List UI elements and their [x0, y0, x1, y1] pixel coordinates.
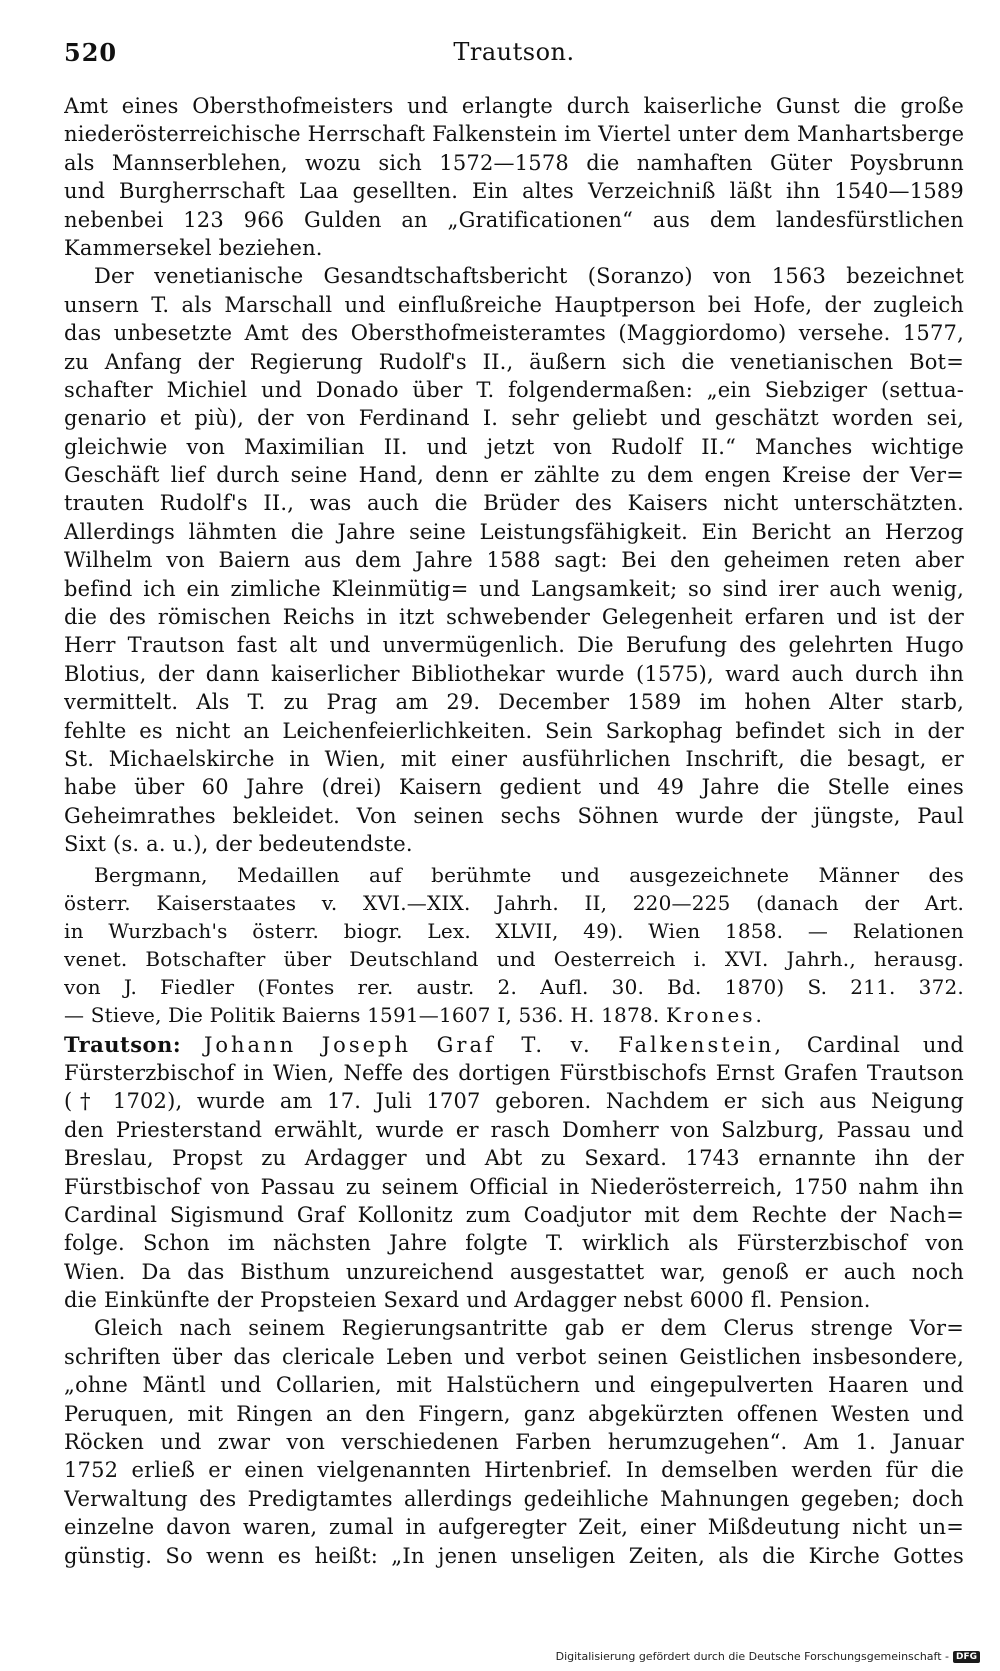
page-body — [64, 92, 964, 1570]
paragraph-2 — [64, 262, 964, 858]
text-line: vermittelt. Als T. zu Prag am 29. December 1589 im hohen Alter starb, — [64, 690, 964, 715]
text-line: Breslau, Propst zu Ardagger und Abt zu Sexard. 1743 ernannte ihn der — [64, 1146, 964, 1171]
text-line: Amt eines Obersthofmeisters und erlangte durch kaiserliche Gunst die große — [64, 94, 964, 118]
text-line: die Einkünfte der Propsteien Sexard und Ardagger nebst 6000 fl. Pension. — [64, 1288, 871, 1313]
literature-block — [64, 861, 964, 1029]
entry-trautson-johann-joseph — [64, 1031, 964, 1315]
entry-first-line-rest: Cardinal und — [806, 1032, 964, 1057]
text-line: einzelne davon waren, zumal in aufgeregter Zeit, einer Mißdeutung nicht un= — [64, 1515, 964, 1540]
text-line: Allerdings lähmten die Jahre seine Leistungsfähigkeit. Ein Bericht an Herzog — [64, 519, 964, 544]
text-line: gleichwie von Maximilian II. und jetzt von Rudolf II.“ Manches wichtige — [64, 434, 964, 459]
text-line: († 1702), wurde am 17. Juli 1707 geboren. Nachdem er sich aus Neigung — [64, 1089, 964, 1114]
text-line: Herr Trautson fast alt und unvermügenlich. Die Berufung des gelehrten Hugo — [64, 633, 964, 658]
text-line: Blotius, der dann kaiserlicher Bibliothekar wurde (1575), ward auch durch ihn — [64, 661, 964, 686]
text-line: Kammersekel beziehen. — [64, 235, 323, 260]
text-line: als Mannserblehen, wozu sich 1572—1578 die namhaften Güter Poysbrunn — [64, 150, 964, 175]
text-line: Cardinal Sigismund Graf Kollonitz zum Coadjutor mit dem Rechte der Nach= — [64, 1202, 964, 1227]
text-line: Gleich nach seinem Regierungsantritte gab er dem Clerus strenge Vor= — [94, 1316, 964, 1341]
text-line: folge. Schon im nächsten Jahre folgte T. wirklich als Fürsterzbischof von — [64, 1231, 964, 1256]
author-signature: Krones. — [665, 1002, 765, 1027]
digitization-footer — [556, 1650, 980, 1663]
literature-text: — Stieve, Die Politik Baierns 1591—1607 I, 536. H. 1878. — [64, 1002, 660, 1027]
paragraph-3 — [64, 1314, 964, 1570]
entry-name: Johann Joseph Graf T. v. Falkenstein, — [203, 1032, 785, 1057]
entry-first-line — [64, 1031, 964, 1059]
text-line: günstig. So wenn es heißt: „In jenen unseligen Zeiten, als die Kirche Gottes — [64, 1543, 964, 1568]
text-line: Fürstbischof von Passau zu seinem Official in Niederösterreich, 1750 nahm ihn — [64, 1174, 964, 1199]
text-line: Verwaltung des Predigtamtes allerdings gedeihliche Mahnungen gegeben; doch — [64, 1486, 964, 1511]
text-line: das unbesetzte Amt des Obersthofmeisteramtes (Maggiordomo) versehe. 1577, — [64, 321, 964, 346]
text-line: die des römischen Reichs in itzt schwebender Gelegenheit erfaren und ist der — [64, 605, 964, 630]
text-line: genario et più), der von Ferdinand I. sehr geliebt und geschätzt worden sei, — [64, 406, 964, 431]
literature-line: in Wurzbach's österr. biogr. Lex. XLVII, 49). Wien 1858. — Relationen — [64, 918, 964, 943]
text-line: Peruquen, mit Ringen an den Fingern, ganz abgekürzten offenen Westen und — [64, 1401, 964, 1426]
literature-line: von J. Fiedler (Fontes rer. austr. 2. Aufl. 30. Bd. 1870) S. 211. 372. — [64, 974, 964, 999]
text-line: Der venetianische Gesandtschaftsbericht (Soranzo) von 1563 bezeichnet — [94, 264, 964, 289]
entry-lemma: Trautson: — [64, 1031, 182, 1057]
text-line: 1752 erließ er einen vielgenannten Hirtenbrief. In demselben werden für die — [64, 1458, 964, 1483]
text-line: schafter Michiel und Donado über T. folgendermaßen: „ein Siebziger (settua- — [64, 377, 964, 402]
text-line: schriften über das clericale Leben und verbot seinen Geistlichen insbesondere, — [64, 1344, 964, 1369]
literature-line: venet. Botschafter über Deutschland und Oesterreich i. XVI. Jahrh., herausg. — [64, 946, 964, 971]
text-line: Fürsterzbischof in Wien, Neffe des dortigen Fürstbischofs Ernst Grafen Trautson — [64, 1060, 964, 1085]
text-line: Wilhelm von Baiern aus dem Jahre 1588 sagt: Bei den geheimen reten aber — [64, 548, 964, 573]
text-line: Geschäft lief durch seine Hand, denn er zählte zu dem engen Kreise der Ver= — [64, 463, 964, 488]
text-line: niederösterreichische Herrschaft Falkenstein im Viertel unter dem Manhartsberge — [64, 122, 964, 147]
text-line: trauten Rudolf's II., was auch die Brüder des Kaisers nicht unterschätzten. — [64, 491, 964, 516]
literature-line: Bergmann, Medaillen auf berühmte und ausgezeichnete Männer des — [94, 862, 964, 887]
paragraph-1 — [64, 92, 964, 262]
text-line: „ohne Mäntl und Collarien, mit Halstüchern und eingepulverten Haaren und — [64, 1373, 964, 1398]
literature-line: österr. Kaiserstaates v. XVI.—XIX. Jahrh. II, 220—225 (danach der Art. — [64, 890, 964, 915]
text-line: befind ich ein zimliche Kleinmütig= und Langsamkeit; so sind irer auch wenig, — [64, 576, 964, 601]
literature-line — [64, 1001, 964, 1029]
text-line: Sixt (s. a. u.), der bedeutendste. — [64, 832, 413, 857]
page-number: 520 — [64, 38, 118, 67]
dfg-logo: DFG — [953, 1651, 980, 1663]
text-line: und Burgherrschaft Laa gesellten. Ein altes Verzeichniß läßt ihn 1540—1589 — [64, 179, 964, 204]
running-head: Trautson. — [453, 38, 575, 66]
text-line: fehlte es nicht an Leichenfeierlichkeiten. Sein Sarkophag befindet sich in der — [64, 718, 964, 743]
text-line: habe über 60 Jahre (drei) Kaisern gedient und 49 Jahre die Stelle eines — [64, 775, 964, 800]
text-line: den Priesterstand erwählt, wurde er rasch Domherr von Salzburg, Passau und — [64, 1117, 964, 1142]
text-line: zu Anfang der Regierung Rudolf's II., äußern sich die venetianischen Bot= — [64, 349, 964, 374]
text-line: Wien. Da das Bisthum unzureichend ausgestattet war, genoß er auch noch — [64, 1259, 964, 1284]
text-line: nebenbei 123 966 Gulden an „Gratificationen“ aus dem landesfürstlichen — [64, 207, 964, 232]
text-line: unsern T. als Marschall und einflußreiche Hauptperson bei Hofe, der zugleich — [64, 292, 964, 317]
text-line: St. Michaelskirche in Wien, mit einer ausführlichen Inschrift, die besagt, er — [64, 746, 964, 771]
footer-text: Digitalisierung gefördert durch die Deutsche Forschungsgemeinschaft - — [555, 1650, 949, 1663]
text-line: Geheimrathes bekleidet. Von seinen sechs Söhnen wurde der jüngste, Paul — [64, 803, 964, 828]
page-header — [64, 38, 964, 72]
text-line: Röcken und zwar von verschiedenen Farben herumzugehen“. Am 1. Januar — [64, 1430, 964, 1455]
